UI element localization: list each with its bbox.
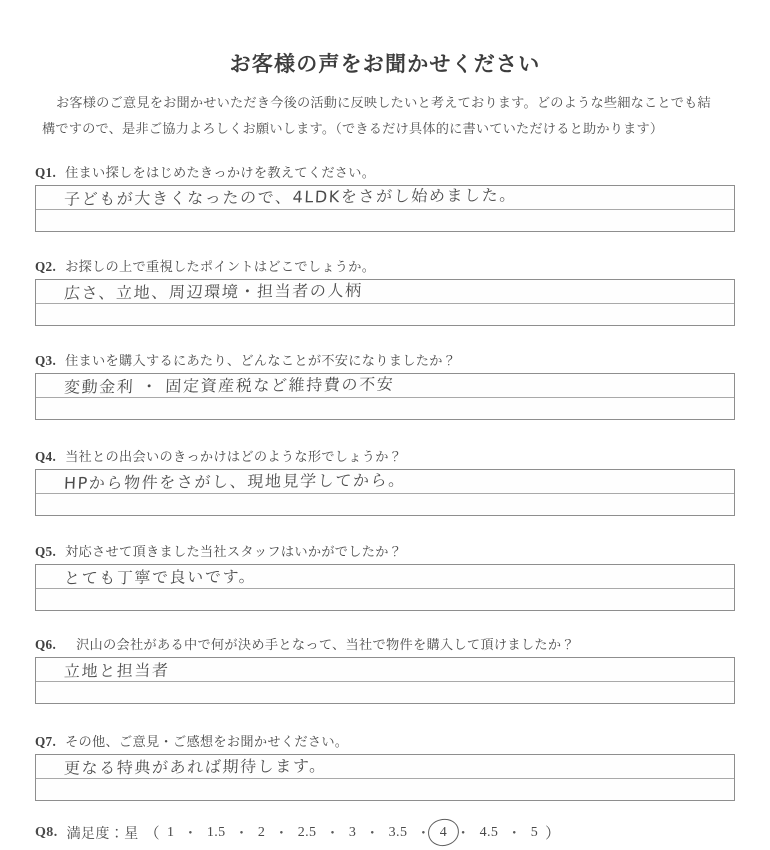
answer-box-q1[interactable] (35, 185, 735, 232)
rating-option-1-5[interactable]: 1.5 (206, 824, 226, 840)
rating-separator: ・ (234, 826, 249, 842)
question-label-q7 (35, 731, 735, 750)
question-label-q3 (35, 350, 735, 369)
rating-option-4-5[interactable]: 4.5 (479, 824, 499, 840)
question-number-q5: Q5. (35, 544, 57, 559)
rating-separator: ・ (325, 826, 340, 842)
rating-open-paren: （ (144, 826, 160, 842)
answer-text-q3: 変動金利 ・ 固定資産税など維持費の不安 (63, 374, 395, 397)
rating-option-3-5[interactable]: 3.5 (388, 824, 408, 840)
answer-text-q4: HPから物件をさがし、現地見学してから。 (63, 470, 407, 493)
question-number-q6: Q6. (35, 637, 57, 652)
rating-option-5[interactable]: 5 (530, 824, 539, 840)
rating-option-2-5[interactable]: 2.5 (297, 824, 317, 840)
rating-close-paren: ） (545, 826, 561, 842)
rating-label: 満足度：星 (66, 826, 139, 842)
question-block-q5 (35, 541, 735, 611)
rating-option-4[interactable]: 4 (439, 824, 448, 840)
rating-scale (165, 823, 540, 843)
question-number-q3: Q3. (35, 353, 57, 368)
rating-separator: ・ (416, 826, 431, 842)
question-number-q7: Q7. (35, 734, 57, 749)
question-block-q6 (35, 634, 735, 704)
question-prompt-q4: 当社との出会いのきっかけはどのような形でしょうか？ (65, 449, 403, 464)
rating-option-2[interactable]: 2 (257, 824, 266, 840)
rating-separator: ・ (183, 826, 198, 842)
question-number-q2: Q2. (35, 259, 57, 274)
answer-box-q7[interactable] (35, 754, 735, 801)
rating-separator: ・ (507, 826, 522, 842)
rating-option-1[interactable]: 1 (167, 824, 175, 840)
answer-box-q6[interactable] (35, 657, 735, 704)
answer-box-q5[interactable] (35, 564, 735, 611)
page-title: お客様の声をお聞かせください (229, 52, 541, 76)
question-label-q6 (35, 634, 735, 653)
question-number-q4: Q4. (35, 449, 57, 464)
rating-separator: ・ (365, 826, 380, 842)
question-number-q1: Q1. (35, 165, 57, 180)
question-prompt-q7: その他、ご意見・ご感想をお聞かせください。 (65, 734, 349, 749)
rating-row-q8 (35, 822, 735, 843)
answer-box-q2[interactable] (35, 279, 735, 326)
question-block-q1 (35, 162, 735, 232)
rating-separator: ・ (456, 826, 471, 842)
rating-separator: ・ (274, 826, 289, 842)
question-prompt-q1: 住まい探しをはじめたきっかけを教えてください。 (65, 165, 376, 180)
question-prompt-q3: 住まいを購入するにあたり、どんなことが不安になりましたか？ (65, 353, 457, 368)
question-block-q2 (35, 256, 735, 326)
question-label-q2 (35, 256, 735, 275)
question-label-q4 (35, 446, 735, 465)
answer-box-q4[interactable] (35, 469, 735, 516)
answer-box-q3[interactable] (35, 373, 735, 420)
rating-option-3[interactable]: 3 (348, 824, 357, 840)
question-label-q5 (35, 541, 735, 560)
question-number-q8: Q8. (35, 824, 58, 840)
answer-text-q1: 子どもが大きくなったので、4LDKをさがし始めました。 (63, 185, 518, 209)
question-block-q7 (35, 731, 735, 801)
answer-text-q5: とても丁寧で良いです。 (63, 566, 257, 588)
question-prompt-q5: 対応させて頂きました当社スタッフはいかがでしたか？ (65, 544, 403, 559)
question-prompt-q6: 沢山の会社がある中で何が決め手となって、当社で物件を購入して頂けましたか？ (76, 637, 575, 652)
answer-text-q2: 広さ、立地、周辺環境・担当者の人柄 (63, 280, 364, 303)
question-block-q3 (35, 350, 735, 420)
question-block-q4 (35, 446, 735, 516)
intro-paragraph (42, 90, 730, 141)
intro-line-2: 構ですので、是非ご協力よろしくお願いします。（できるだけ具体的に書いていただけると助かります） (42, 120, 664, 136)
answer-text-q7: 更なる特典があれば期待します。 (63, 756, 328, 778)
intro-line-1: お客様のご意見をお聞かせいただき今後の活動に反映したいと考えております。どのような些細なことでも結 (56, 95, 711, 110)
question-label-q1 (35, 162, 735, 181)
answer-text-q6: 立地と担当者 (63, 660, 171, 681)
question-prompt-q2: お探しの上で重視したポイントはどこでしょうか。 (65, 259, 376, 274)
